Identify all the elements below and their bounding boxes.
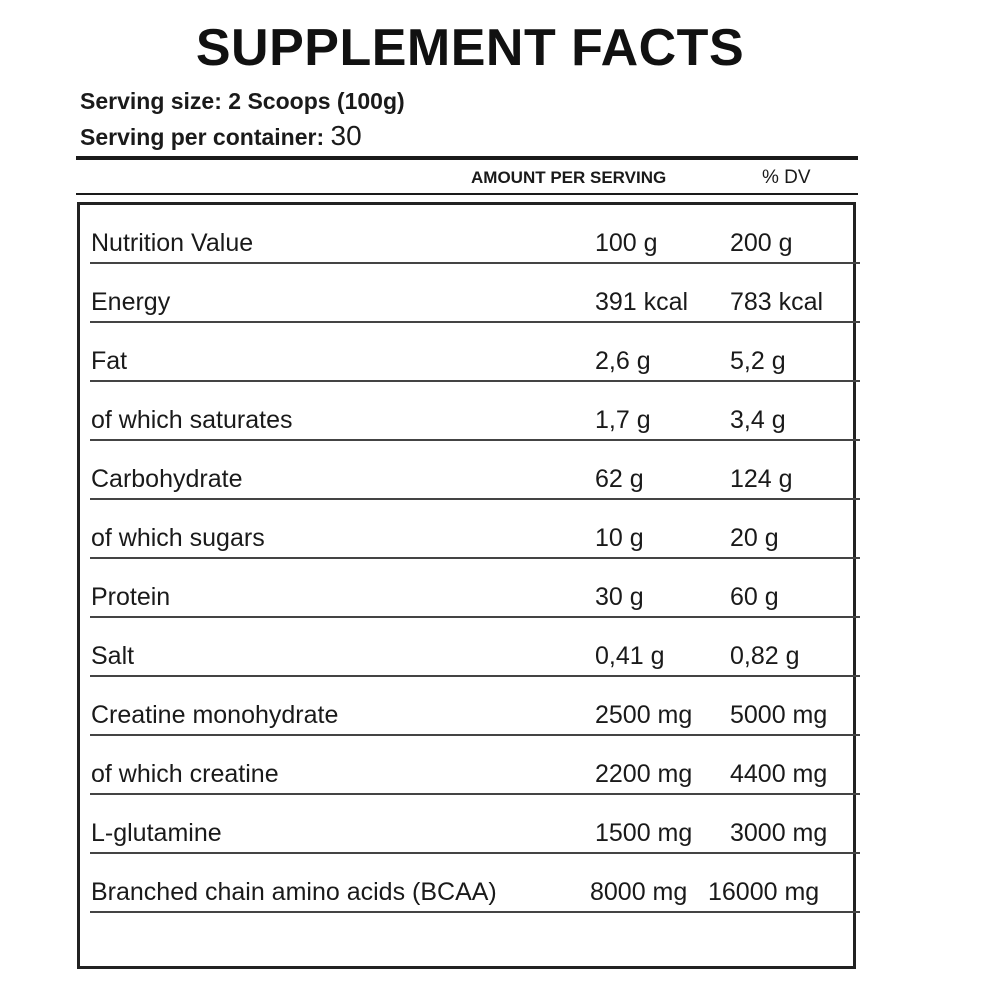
nutrient-name: Nutrition Value — [91, 229, 254, 257]
amount-per-serving: 30 g — [595, 583, 644, 611]
daily-value: 20 g — [730, 524, 779, 552]
amount-per-serving: 8000 mg — [590, 878, 688, 906]
column-header-amount: AMOUNT PER SERVING — [471, 168, 667, 187]
page-title: SUPPLEMENT FACTS — [195, 19, 745, 77]
serving-size — [80, 86, 405, 116]
nutrient-name: of which sugars — [91, 524, 265, 552]
table-row — [90, 736, 860, 795]
daily-value: 124 g — [730, 465, 793, 493]
nutrient-name: Energy — [91, 288, 171, 316]
table-row — [90, 854, 860, 913]
amount-per-serving: 62 g — [595, 465, 644, 493]
daily-value: 4400 mg — [730, 760, 828, 788]
table-row — [90, 441, 860, 500]
table-row — [90, 618, 860, 677]
amount-per-serving: 2,6 g — [595, 347, 651, 375]
table-row — [90, 677, 860, 736]
table-row — [90, 559, 860, 618]
daily-value: 0,82 g — [730, 642, 800, 670]
table-row — [90, 382, 860, 441]
daily-value: 3,4 g — [730, 406, 786, 434]
column-header-divider — [76, 193, 858, 195]
servings-per-container — [80, 121, 362, 152]
table-row — [90, 500, 860, 559]
daily-value: 5000 mg — [730, 701, 828, 729]
servings-per-container-value: 30 — [330, 120, 362, 151]
nutrient-name: of which saturates — [91, 406, 293, 434]
table-row — [90, 205, 860, 264]
nutrient-name: Protein — [91, 583, 171, 611]
servings-per-container-label: Serving per container: — [80, 124, 325, 150]
amount-per-serving: 2500 mg — [595, 701, 693, 729]
table-row — [90, 323, 860, 382]
daily-value: 16000 mg — [708, 878, 820, 906]
amount-per-serving: 2200 mg — [595, 760, 693, 788]
amount-per-serving: 1500 mg — [595, 819, 693, 847]
amount-per-serving: 100 g — [595, 229, 658, 257]
nutrient-name: Salt — [91, 642, 135, 670]
row-divider — [90, 911, 860, 913]
nutrient-name: of which creatine — [91, 760, 279, 788]
nutrient-name: Branched chain amino acids (BCAA) — [91, 878, 497, 906]
daily-value: 200 g — [730, 229, 793, 257]
table-row — [90, 264, 860, 323]
nutrient-name: Carbohydrate — [91, 465, 243, 493]
daily-value: 783 kcal — [730, 288, 824, 316]
amount-per-serving: 1,7 g — [595, 406, 651, 434]
nutrition-table — [77, 202, 856, 969]
amount-per-serving: 391 kcal — [595, 288, 689, 316]
serving-size-value: 2 Scoops (100g) — [228, 88, 405, 114]
amount-per-serving: 10 g — [595, 524, 644, 552]
header-divider — [76, 156, 858, 160]
nutrient-name: Creatine monohydrate — [91, 701, 339, 729]
daily-value: 5,2 g — [730, 347, 786, 375]
daily-value: 3000 mg — [730, 819, 828, 847]
nutrient-name: L-glutamine — [91, 819, 222, 847]
table-row — [90, 795, 860, 854]
nutrient-name: Fat — [91, 347, 128, 375]
serving-size-label: Serving size: — [80, 88, 222, 114]
column-header-dv: % DV — [762, 167, 811, 188]
amount-per-serving: 0,41 g — [595, 642, 665, 670]
daily-value: 60 g — [730, 583, 779, 611]
